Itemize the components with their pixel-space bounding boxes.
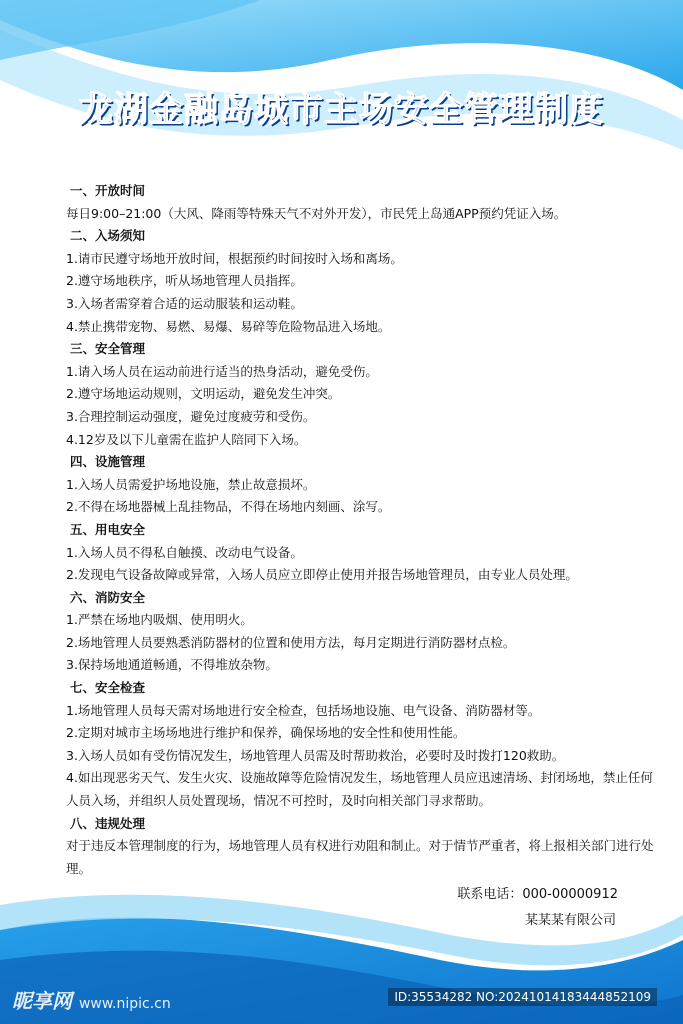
section-heading: 八、违规处理 [70,815,146,831]
regulation-body [66,180,656,880]
watermark-site: www.nipic.cn [78,996,171,1012]
section-line: 3.入场者需穿着合适的运动服装和运动鞋。 [66,295,303,311]
section-line: 2.场地管理人员要熟悉消防器材的位置和使用方法，每月定期进行消防器材点检。 [66,634,516,650]
section-heading: 二、入场须知 [70,228,146,244]
section-line: 1.入场人员需爱护场地设施，禁止故意损坏。 [66,476,316,492]
section-heading: 六、消防安全 [70,589,146,605]
page-title: 龙湖金融岛城市主场安全管理制度 [79,90,604,130]
section-line: 2.遵守场地运动规则，文明运动，避免发生冲突。 [66,386,341,402]
section-line: 3.保持场地通道畅通，不得堆放杂物。 [66,657,278,673]
section-line: 4.如出现恶劣天气、发生火灾、设施故障等危险情况发生，场地管理人员应迅速清场、封闭场地，禁止任何人员入场，并组织人员处置现场，情况不可控时，及时向相关部门寻求帮助。 [66,770,653,809]
section-line: 2.发现电气设备故障或异常，入场人员应立即停止使用并报告场地管理员，由专业人员处理。 [66,567,578,583]
section-line: 2.遵守场地秩序，听从场地管理人员指挥。 [66,273,303,289]
section-line: 1.请入场人员在运动前进行适当的热身活动，避免受伤。 [66,363,378,379]
contact-phone: 联系电话：000-00000912 [457,887,618,902]
watermark-id: ID:35534282 NO:20241014183444852109 [388,988,657,1006]
watermark-logo-text: 昵享网 [12,989,72,1013]
section-line: 1.入场人员不得私自触摸、改动电气设备。 [66,544,303,560]
section-line: 2.定期对城市主场场地进行维护和保养，确保场地的安全性和使用性能。 [66,725,466,741]
section-heading: 一、开放时间 [70,183,146,198]
section-heading: 五、用电安全 [70,521,146,537]
section-line: 每日9:00–21:00（大风、降雨等特殊天气不对外开发），市民凭上岛通APP预约凭证入场。 [66,205,567,221]
section-line: 4.禁止携带宠物、易燃、易爆、易碎等危险物品进入场地。 [66,318,391,334]
section-heading: 七、安全检查 [70,680,146,696]
section-line: 1.场地管理人员每天需对场地进行安全检查，包括场地设施、电气设备、消防器材等。 [66,702,541,718]
section-heading: 三、安全管理 [70,341,146,357]
section-line: 1.严禁在场地内吸烟、使用明火。 [66,612,253,628]
contact-block [457,882,618,934]
section-line: 2.不得在场地器械上乱挂物品，不得在场地内刻画、涂写。 [66,499,391,515]
section-line: 4.12岁及以下儿童需在监护人陪同下入场。 [66,431,307,447]
section-line: 3.入场人员如有受伤情况发生，场地管理人员需及时帮助救治，必要时及时拨打120救助。 [66,747,565,763]
section-line: 3.合理控制运动强度，避免过度疲劳和受伤。 [66,408,316,424]
section-line: 对于违反本管理制度的行为，场地管理人员有权进行劝阻和制止。对于情节严重者，将上报相关部门进行处理。 [66,838,654,876]
watermark-logo [12,985,171,1014]
section-line: 1.请市民遵守场地开放时间，根据预约时间按时入场和离场。 [66,250,403,266]
company-name: 某某某有限公司 [524,913,616,928]
section-heading: 四、设施管理 [70,454,146,470]
